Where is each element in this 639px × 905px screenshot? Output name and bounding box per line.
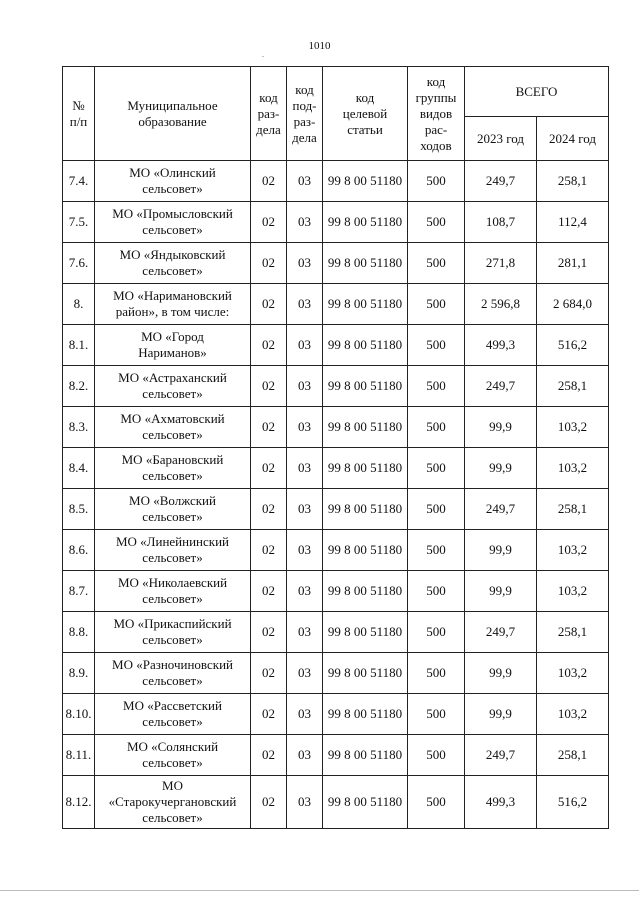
- municipality-name: МО «Солянский сельсовет»: [95, 735, 251, 776]
- table-row: [63, 202, 609, 243]
- table-row: [63, 653, 609, 694]
- table-row: [63, 694, 609, 735]
- expense-group-code: 500: [408, 489, 465, 530]
- header-section-code: код раз- дела: [251, 67, 287, 161]
- subsection-code: 03: [287, 694, 323, 735]
- section-code: 02: [251, 243, 287, 284]
- table-row: [63, 530, 609, 571]
- amount-2024: 258,1: [537, 735, 609, 776]
- section-code: 02: [251, 694, 287, 735]
- table-row: [63, 776, 609, 829]
- section-code: 02: [251, 489, 287, 530]
- municipality-name: МО «Ахматовский сельсовет»: [95, 407, 251, 448]
- header-municipality: Муниципальное образование: [95, 67, 251, 161]
- municipality-name: МО «Олинский сельсовет»: [95, 161, 251, 202]
- amount-2024: 258,1: [537, 612, 609, 653]
- section-code: 02: [251, 653, 287, 694]
- row-number: 8.5.: [63, 489, 95, 530]
- header-num: № п/п: [63, 67, 95, 161]
- municipality-name: МО «Яндыковский сельсовет»: [95, 243, 251, 284]
- expense-group-code: 500: [408, 571, 465, 612]
- amount-2024: 112,4: [537, 202, 609, 243]
- amount-2023: 2 596,8: [465, 284, 537, 325]
- target-code: 99 8 00 51180: [323, 284, 408, 325]
- section-code: 02: [251, 776, 287, 829]
- amount-2023: 99,9: [465, 694, 537, 735]
- amount-2024: 2 684,0: [537, 284, 609, 325]
- expense-group-code: 500: [408, 325, 465, 366]
- target-code: 99 8 00 51180: [323, 448, 408, 489]
- amount-2024: 103,2: [537, 530, 609, 571]
- section-code: 02: [251, 161, 287, 202]
- row-number: 8.12.: [63, 776, 95, 829]
- subsection-code: 03: [287, 325, 323, 366]
- amount-2024: 281,1: [537, 243, 609, 284]
- target-code: 99 8 00 51180: [323, 325, 408, 366]
- subsection-code: 03: [287, 284, 323, 325]
- header-year-2023: 2023 год: [465, 117, 537, 161]
- section-code: 02: [251, 202, 287, 243]
- target-code: 99 8 00 51180: [323, 735, 408, 776]
- table-row: [63, 325, 609, 366]
- municipality-name: МО «Астраханский сельсовет»: [95, 366, 251, 407]
- budget-table: [62, 66, 609, 829]
- table-row: [63, 366, 609, 407]
- row-number: 8.8.: [63, 612, 95, 653]
- section-code: 02: [251, 735, 287, 776]
- expense-group-code: 500: [408, 243, 465, 284]
- row-number: 7.6.: [63, 243, 95, 284]
- target-code: 99 8 00 51180: [323, 653, 408, 694]
- amount-2023: 249,7: [465, 489, 537, 530]
- section-code: 02: [251, 448, 287, 489]
- subsection-code: 03: [287, 612, 323, 653]
- target-code: 99 8 00 51180: [323, 612, 408, 653]
- expense-group-code: 500: [408, 407, 465, 448]
- scan-speck: .: [262, 50, 264, 59]
- expense-group-code: 500: [408, 202, 465, 243]
- row-number: 8.6.: [63, 530, 95, 571]
- section-code: 02: [251, 407, 287, 448]
- amount-2023: 499,3: [465, 325, 537, 366]
- expense-group-code: 500: [408, 776, 465, 829]
- target-code: 99 8 00 51180: [323, 489, 408, 530]
- expense-group-code: 500: [408, 653, 465, 694]
- municipality-name: МО «Наримановский район», в том числе:: [95, 284, 251, 325]
- municipality-name: МО «Город Нариманов»: [95, 325, 251, 366]
- page-number: 1010: [308, 40, 331, 52]
- target-code: 99 8 00 51180: [323, 407, 408, 448]
- municipality-name: МО «Линейнинский сельсовет»: [95, 530, 251, 571]
- row-number: 8.1.: [63, 325, 95, 366]
- table-row: [63, 489, 609, 530]
- amount-2023: 249,7: [465, 612, 537, 653]
- row-number: 8.7.: [63, 571, 95, 612]
- header-expense-group-code: код группы видов рас- ходов: [408, 67, 465, 161]
- amount-2024: 258,1: [537, 161, 609, 202]
- municipality-name: МО «Волжский сельсовет»: [95, 489, 251, 530]
- subsection-code: 03: [287, 530, 323, 571]
- amount-2023: 99,9: [465, 571, 537, 612]
- amount-2023: 99,9: [465, 653, 537, 694]
- target-code: 99 8 00 51180: [323, 366, 408, 407]
- municipality-name: МО «Старокучергановский сельсовет»: [95, 776, 251, 829]
- amount-2023: 99,9: [465, 530, 537, 571]
- row-number: 8.4.: [63, 448, 95, 489]
- section-code: 02: [251, 571, 287, 612]
- row-number: 8.3.: [63, 407, 95, 448]
- subsection-code: 03: [287, 448, 323, 489]
- subsection-code: 03: [287, 243, 323, 284]
- expense-group-code: 500: [408, 694, 465, 735]
- amount-2024: 103,2: [537, 571, 609, 612]
- subsection-code: 03: [287, 735, 323, 776]
- target-code: 99 8 00 51180: [323, 571, 408, 612]
- subsection-code: 03: [287, 653, 323, 694]
- expense-group-code: 500: [408, 284, 465, 325]
- row-number: 8.2.: [63, 366, 95, 407]
- header-subsection-code: код под- раз- дела: [287, 67, 323, 161]
- amount-2024: 103,2: [537, 448, 609, 489]
- amount-2023: 99,9: [465, 407, 537, 448]
- table-row: [63, 407, 609, 448]
- expense-group-code: 500: [408, 448, 465, 489]
- expense-group-code: 500: [408, 530, 465, 571]
- target-code: 99 8 00 51180: [323, 161, 408, 202]
- amount-2024: 516,2: [537, 776, 609, 829]
- amount-2023: 249,7: [465, 735, 537, 776]
- municipality-name: МО «Николаевский сельсовет»: [95, 571, 251, 612]
- amount-2024: 103,2: [537, 653, 609, 694]
- row-number: 8.9.: [63, 653, 95, 694]
- subsection-code: 03: [287, 407, 323, 448]
- amount-2024: 103,2: [537, 407, 609, 448]
- page-bottom-edge: [0, 890, 639, 891]
- row-number: 7.4.: [63, 161, 95, 202]
- amount-2024: 258,1: [537, 489, 609, 530]
- amount-2024: 516,2: [537, 325, 609, 366]
- municipality-name: МО «Рассветский сельсовет»: [95, 694, 251, 735]
- target-code: 99 8 00 51180: [323, 694, 408, 735]
- amount-2023: 249,7: [465, 366, 537, 407]
- municipality-name: МО «Промысловский сельсовет»: [95, 202, 251, 243]
- expense-group-code: 500: [408, 735, 465, 776]
- subsection-code: 03: [287, 571, 323, 612]
- subsection-code: 03: [287, 161, 323, 202]
- section-code: 02: [251, 612, 287, 653]
- amount-2024: 103,2: [537, 694, 609, 735]
- target-code: 99 8 00 51180: [323, 202, 408, 243]
- municipality-name: МО «Прикаспийский сельсовет»: [95, 612, 251, 653]
- section-code: 02: [251, 284, 287, 325]
- table-header: [63, 67, 609, 161]
- target-code: 99 8 00 51180: [323, 776, 408, 829]
- municipality-name: МО «Разночиновский сельсовет»: [95, 653, 251, 694]
- target-code: 99 8 00 51180: [323, 243, 408, 284]
- amount-2023: 99,9: [465, 448, 537, 489]
- table-row: [63, 571, 609, 612]
- expense-group-code: 500: [408, 612, 465, 653]
- amount-2024: 258,1: [537, 366, 609, 407]
- table-row: [63, 448, 609, 489]
- amount-2023: 108,7: [465, 202, 537, 243]
- section-code: 02: [251, 325, 287, 366]
- amount-2023: 249,7: [465, 161, 537, 202]
- row-number: 8.10.: [63, 694, 95, 735]
- subsection-code: 03: [287, 366, 323, 407]
- municipality-name: МО «Барановский сельсовет»: [95, 448, 251, 489]
- row-number: 8.11.: [63, 735, 95, 776]
- table-row: [63, 243, 609, 284]
- subsection-code: 03: [287, 489, 323, 530]
- table-row: [63, 284, 609, 325]
- row-number: 7.5.: [63, 202, 95, 243]
- expense-group-code: 500: [408, 366, 465, 407]
- row-number: 8.: [63, 284, 95, 325]
- table-row: [63, 735, 609, 776]
- section-code: 02: [251, 530, 287, 571]
- amount-2023: 499,3: [465, 776, 537, 829]
- header-year-2024: 2024 год: [537, 117, 609, 161]
- table-row: [63, 161, 609, 202]
- expense-group-code: 500: [408, 161, 465, 202]
- table-body: [63, 161, 609, 829]
- amount-2023: 271,8: [465, 243, 537, 284]
- subsection-code: 03: [287, 776, 323, 829]
- section-code: 02: [251, 366, 287, 407]
- target-code: 99 8 00 51180: [323, 530, 408, 571]
- subsection-code: 03: [287, 202, 323, 243]
- header-total: ВСЕГО: [465, 67, 609, 117]
- table-row: [63, 612, 609, 653]
- header-target-code: код целевой статьи: [323, 67, 408, 161]
